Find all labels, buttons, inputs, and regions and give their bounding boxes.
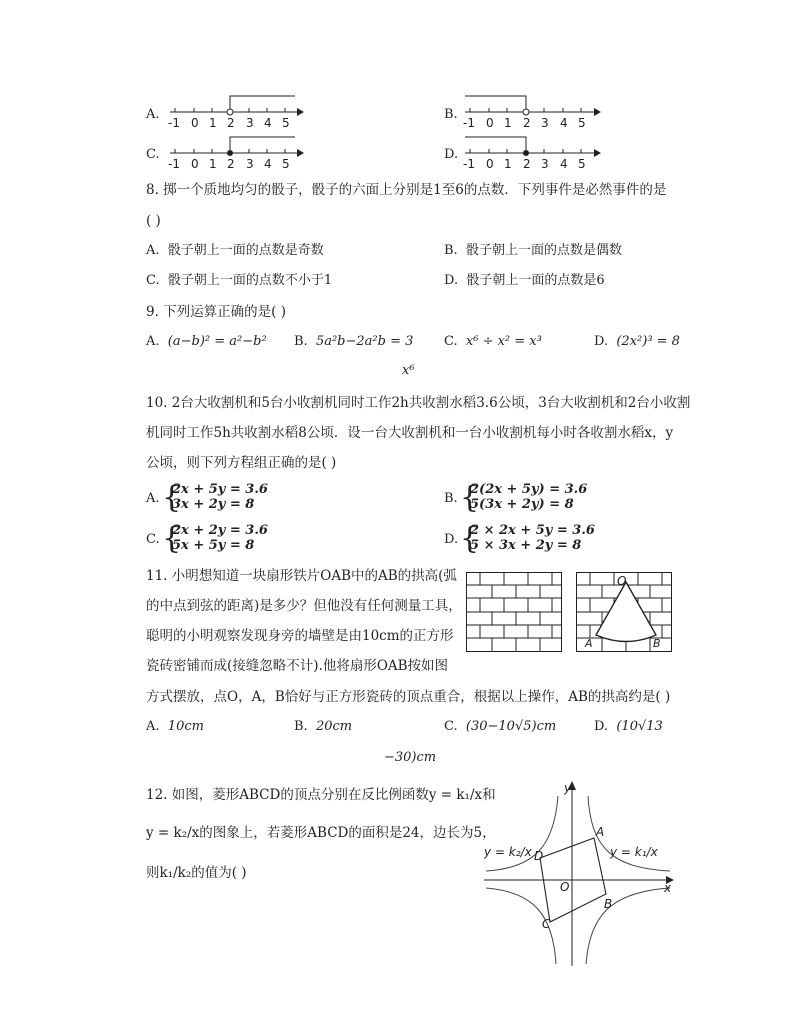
point-b-label: B [604, 897, 613, 911]
tick-label: -1 [463, 116, 475, 130]
q12-stem-line2: y = k₂/x的图象上，若菱形ABCD的面积是24，边长为5， [146, 825, 496, 841]
q9-option-d[interactable] [594, 333, 680, 351]
option-letter: B. [294, 334, 308, 349]
tick-label: 0 [191, 157, 199, 171]
option-letter: C. [146, 532, 160, 547]
q11-stem-line3: 聪明的小明观察发现身旁的墙壁是由10cm的正方形 [146, 628, 454, 644]
tick-label: 5 [578, 116, 586, 130]
q8-option-b[interactable] [444, 242, 622, 260]
tick-label: 5 [282, 157, 290, 171]
equation: 2x + 2y = 3.6 [172, 523, 268, 538]
q8-stem-line2: ( ) [146, 213, 161, 229]
q9-option-d-continued: x⁶ [402, 363, 415, 378]
x-axis-label: x [664, 881, 672, 895]
q11-option-d-continued: −30)cm [384, 750, 437, 765]
q11-option-c[interactable] [444, 718, 556, 736]
option-text: 骰子朝上一面的点数是偶数 [465, 243, 622, 258]
tick-label: 0 [486, 116, 494, 130]
left-brace-icon: { [162, 521, 182, 556]
option-text: 10cm [167, 719, 204, 734]
q10-stem-line3: 公顷，则下列方程组正确的是( ) [146, 455, 337, 471]
q7-option-a-letter: A. [146, 107, 160, 122]
option-letter: B. [294, 719, 308, 734]
option-letter: D. [444, 532, 459, 547]
tick-label: 5 [578, 157, 586, 171]
tick-label: 3 [541, 116, 549, 130]
rhombus-hyperbola-figure [480, 776, 680, 968]
tick-label: 4 [560, 116, 568, 130]
origin-label: O [560, 880, 570, 894]
point-b-label: B [653, 637, 661, 650]
tick-label: 4 [264, 116, 272, 130]
q7-option-c-letter: C. [146, 147, 160, 162]
q7-option-d-letter: D. [444, 147, 459, 162]
q12-stem-line3: 则k₁/k₂的值为( ) [146, 865, 247, 881]
option-letter: A. [146, 243, 160, 258]
tick-label: 0 [486, 157, 494, 171]
option-letter: B. [444, 491, 458, 506]
tick-label: 3 [541, 157, 549, 171]
point-d-label: D [534, 849, 544, 863]
left-function-label: y = k₂/x [484, 845, 532, 859]
point-a-label: A [596, 825, 605, 839]
left-brace-icon: { [162, 480, 182, 515]
equation: 2x + 5y = 3.6 [172, 482, 268, 497]
point-o-label: O [617, 574, 627, 588]
equation: 5x + 5y = 8 [172, 538, 255, 553]
option-letter: A. [146, 334, 160, 349]
tick-label: 3 [246, 116, 254, 130]
option-text: 骰子朝上一面的点数不小于1 [167, 273, 333, 288]
sector-on-wall-figure [576, 572, 672, 652]
tick-label: 1 [209, 116, 217, 130]
left-brace-icon: { [460, 480, 480, 515]
tick-label: 2 [227, 157, 235, 171]
equation: 5 × 3x + 2y = 8 [470, 538, 582, 553]
option-letter: C. [146, 273, 160, 288]
option-letter: B. [444, 243, 458, 258]
option-letter: D. [594, 334, 609, 349]
tick-label: 1 [209, 157, 217, 171]
q11-stem-line1: 11. 小明想知道一块扇形铁片OAB中的AB的拱高(弧 [146, 568, 457, 584]
tick-label: -1 [168, 157, 180, 171]
tick-label: 0 [191, 116, 199, 130]
q11-stem-line2: 的中点到弦的距离)是多少？但他没有任何测量工具， [146, 598, 462, 614]
right-function-label: y = k₁/x [610, 845, 658, 859]
equation: 2 × 2x + 5y = 3.6 [470, 523, 595, 538]
q9-option-c[interactable] [444, 333, 542, 351]
tick-label: 2 [523, 157, 531, 171]
option-letter: C. [444, 334, 458, 349]
tick-label: 1 [504, 116, 512, 130]
equation: 3x + 2y = 8 [172, 497, 255, 512]
tick-label: 2 [523, 116, 531, 130]
tick-label: 2 [227, 116, 235, 130]
q8-stem-line1: 8. 掷一个质地均匀的骰子，骰子的六面上分别是1至6的点数．下列事件是必然事件的是 [146, 182, 667, 198]
q10-stem-line2: 机同时工作5h共收割水稻8公顷．设一台大收割机和一台小收割机每小时各收割水稻x，y [146, 425, 674, 441]
option-text: 20cm [315, 719, 353, 734]
tick-label: 4 [264, 157, 272, 171]
option-text: 骰子朝上一面的点数是6 [466, 273, 605, 288]
option-letter: D. [594, 719, 609, 734]
tick-label: -1 [463, 157, 475, 171]
q7-option-d-number-line[interactable] [460, 133, 602, 171]
option-text: 5a²b−2a²b = 3 [315, 334, 414, 349]
q11-option-d[interactable] [594, 718, 663, 736]
option-text: (2x²)³ = 8 [616, 334, 680, 349]
option-letter: A. [146, 491, 160, 506]
q10-stem-line1: 10. 2台大收割机和5台小收割机同时工作2h共收割水稻3.6公顷，3台大收割机和2台小收割 [146, 395, 691, 411]
q11-option-a[interactable] [146, 718, 204, 736]
q9-option-b[interactable] [294, 333, 413, 351]
q8-option-a[interactable] [146, 242, 324, 260]
option-text: (30−10√5)cm [465, 719, 557, 734]
q11-stem-line4: 瓷砖密铺而成(接缝忽略不计).他将扇形OAB按如图 [146, 658, 449, 674]
brick-wall-figure [466, 572, 562, 652]
point-a-label: A [585, 637, 593, 650]
q9-option-a[interactable] [146, 333, 267, 351]
q8-option-d[interactable] [444, 272, 605, 290]
point-c-label: C [542, 917, 551, 931]
option-letter: D. [444, 273, 459, 288]
tick-label: 1 [504, 157, 512, 171]
option-letter: C. [444, 719, 458, 734]
equation: 5(3x + 2y) = 8 [470, 497, 574, 512]
option-text: (10√13 [616, 719, 663, 734]
tick-label: 4 [560, 157, 568, 171]
tick-label: 5 [282, 116, 290, 130]
y-axis-label: y [564, 781, 572, 795]
q9-stem: 9. 下列运算正确的是( ) [146, 304, 286, 320]
q7-option-b-number-line[interactable] [460, 92, 602, 130]
q12-stem-line1: 12. 如图，菱形ABCD的顶点分别在反比例函数y = k₁/x和 [146, 787, 496, 803]
tick-label: -1 [168, 116, 180, 130]
q8-option-c[interactable] [146, 272, 332, 290]
q7-option-a-number-line[interactable] [165, 92, 305, 130]
tick-label: 3 [246, 157, 254, 171]
option-letter: A. [146, 719, 160, 734]
q11-stem-line5: 方式摆放，点O，A，B恰好与正方形瓷砖的顶点重合，根据以上操作，AB的拱高约是( ) [146, 689, 671, 705]
option-text: 骰子朝上一面的点数是奇数 [167, 243, 324, 258]
q7-option-c-number-line[interactable] [165, 133, 305, 171]
left-brace-icon: { [460, 521, 480, 556]
q11-option-b[interactable] [294, 718, 352, 736]
equation: 2(2x + 5y) = 3.6 [470, 482, 588, 497]
option-text: (a−b)² = a²−b² [167, 334, 267, 349]
option-text: x⁶ ÷ x² = x³ [465, 334, 542, 349]
q7-option-b-letter: B. [444, 107, 458, 122]
